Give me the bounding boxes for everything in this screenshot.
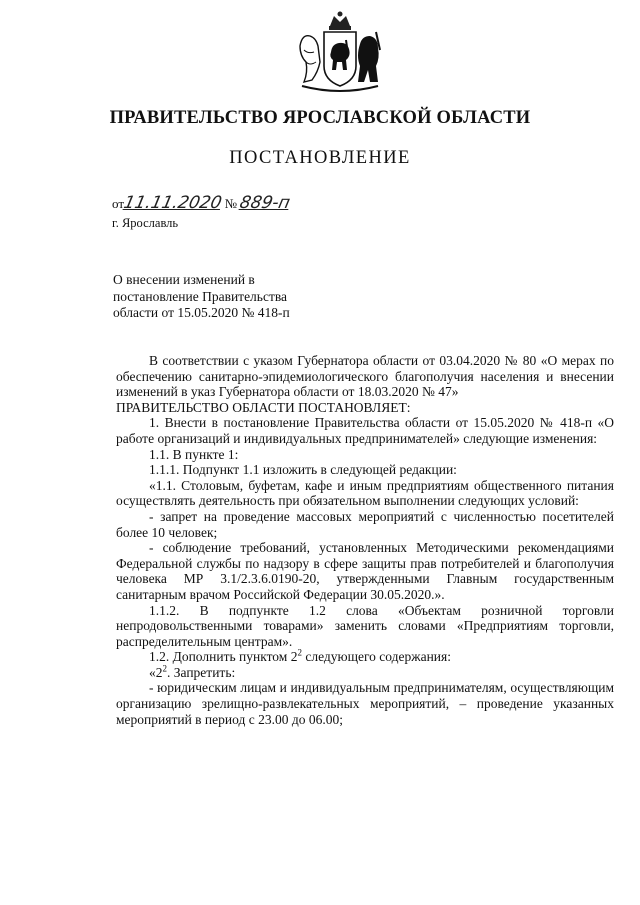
paragraph-1-1: 1.1. В пункте 1: xyxy=(149,446,239,462)
paragraph-1-1-2: 1.1.2. В подпункте 1.2 слова «Объектам розничной торговли непродовольственными товарами» заменить словами «Предприятиям торговли, распределительным центрам». xyxy=(116,602,614,649)
paragraph-1-2: 1.2. Дополнить пунктом $2^2$ следующего содержания: xyxy=(149,647,451,665)
date-number-line xyxy=(112,193,293,213)
handwritten-number: 889-п xyxy=(238,193,293,213)
quoted-paragraph-2-2: «$2^2$. Запретить: xyxy=(149,663,236,680)
dash-item: - запрет на проведение массовых мероприятий с численностью посетителей более 10 человек; xyxy=(116,508,614,540)
number-label: № xyxy=(224,196,238,211)
subject-line: области от 15.05.2020 № 418-п xyxy=(113,305,290,320)
paragraph-1: 1. Внести в постановление Правительства области от 15.05.2020 № 418-п «О работе организаций и индивидуальных предпринимателей» следующие изменения: xyxy=(116,415,614,446)
subject-block xyxy=(113,272,290,322)
subject-line: О внесении изменений в xyxy=(113,272,255,287)
dash-item: - юридическим лицам и индивидуальным предпринимателям, осуществляющим организацию зрелищно-развлекательных мероприятий, – проведение указанных мероприятий в период с 23.00 до 06.00; xyxy=(116,680,614,727)
handwritten-date: 11.11.2020 xyxy=(121,193,224,213)
document-body xyxy=(116,353,614,727)
from-label: от xyxy=(112,196,125,211)
quoted-paragraph-1-1: «1.1. Столовым, буфетам, кафе и иным предприятиям общественного питания осуществлять деятельность при обязательном выполнении следующих условий: xyxy=(116,477,614,509)
subject-line: постановление Правительства xyxy=(113,288,288,304)
document-type-heading: ПОСТАНОВЛЕНИЕ xyxy=(229,148,411,168)
paragraph-1-1-1: 1.1.1. Подпункт 1.1 изложить в следующей редакции: xyxy=(149,462,457,478)
decree-line: ПРАВИТЕЛЬСТВО ОБЛАСТИ ПОСТАНОВЛЯЕТ: xyxy=(116,399,411,415)
intro-paragraph: В соответствии с указом Губернатора области от 03.04.2020 № 80 «О мерах по обеспечению санитарно-эпидемиологического благополучия населения и внесении изменений в указ Губернатора области от 18.03.2020 № 47» xyxy=(116,353,614,400)
city-label: г. Ярославль xyxy=(112,216,179,230)
government-title: ПРАВИТЕЛЬСТВО ЯРОСЛАВСКОЙ ОБЛАСТИ xyxy=(109,108,531,128)
coat-of-arms-emblem xyxy=(294,10,386,96)
dash-item: - соблюдение требований, установленных Методическими рекомендациями Федеральной службы по надзору в сфере защиты прав потребителей и благополучия человека МР 3.1/2.3.6.0190-20, утвержденными Главным государственным санитарным врачом Российской Федерации 30.05.2020.». xyxy=(116,540,614,602)
